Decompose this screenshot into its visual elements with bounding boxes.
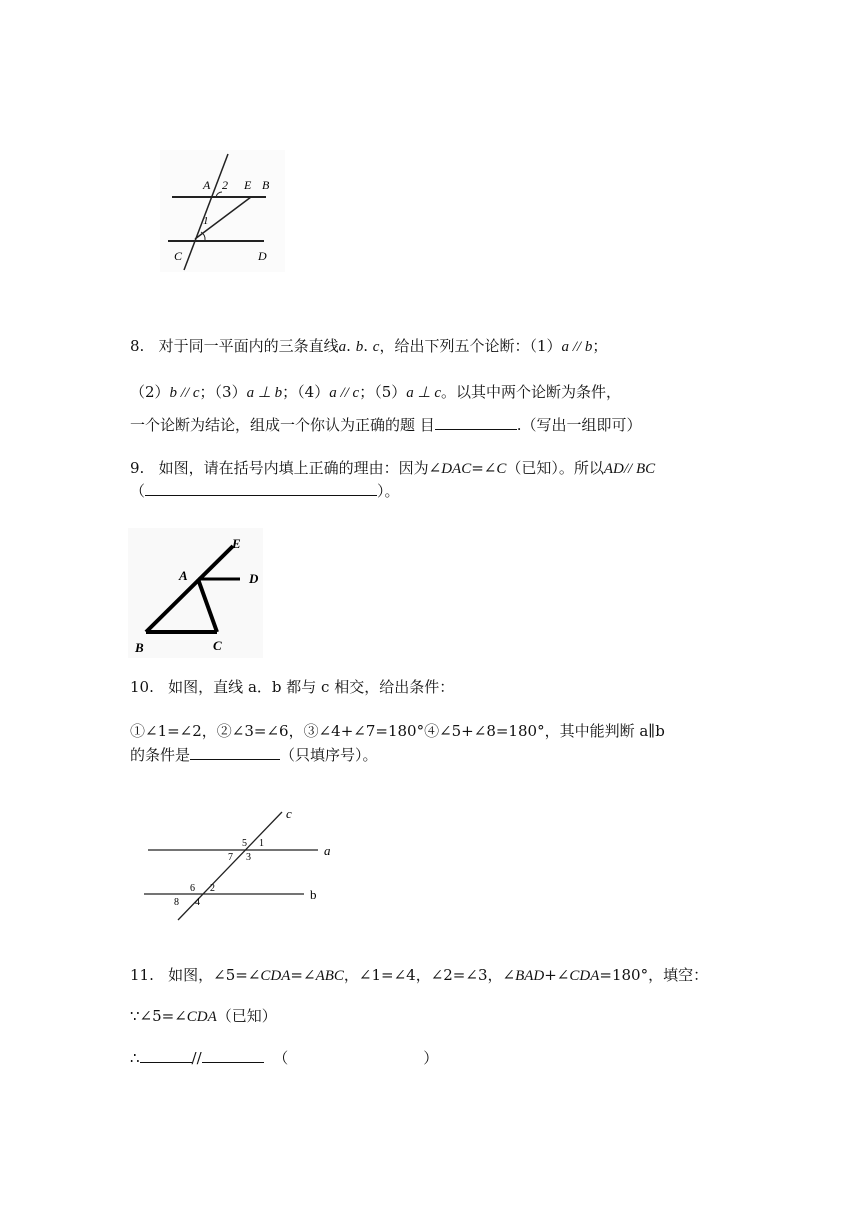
q11-line-2: [130, 1005, 277, 1028]
label-e: E: [232, 536, 241, 551]
figure-triangle-abc: [128, 528, 263, 658]
q8-text: ；（5）: [359, 383, 407, 401]
label-a: a: [324, 843, 331, 858]
label-angle-4: 4: [195, 897, 200, 908]
line-c: [178, 812, 282, 920]
q8-answer-blank[interactable]: [435, 415, 517, 430]
label-c: c: [286, 806, 292, 821]
label-angle-8: 8: [174, 897, 179, 908]
q10-answer-blank[interactable]: [190, 745, 280, 760]
angle-cda: CDA: [260, 968, 291, 984]
q11-line-3: [130, 1047, 438, 1069]
statement-1: a // b: [561, 339, 593, 355]
q8-text: ，给出下列五个论断：（1）: [379, 337, 562, 355]
angle-c: C: [496, 461, 507, 477]
q11-text: 如图，∠5=∠: [168, 966, 261, 984]
ad-parallel-bc: AD// BC: [603, 461, 656, 477]
paren-close: ）。: [377, 482, 400, 500]
q10-number: 10.: [130, 678, 154, 696]
label-angle-1: 1: [203, 215, 209, 227]
q10-text: ①∠1=∠2，②∠3=∠6，③∠4+∠7=180°④∠5+∠8=180°，其中能判断 a∥b: [130, 722, 665, 740]
q8-line-1: [130, 335, 607, 358]
q9-number: 9.: [130, 459, 145, 477]
label-angle-7: 7: [228, 852, 233, 863]
q11-text: +∠: [544, 966, 570, 984]
q10-text: （只填序号）。: [280, 746, 378, 764]
q8-line-3: [130, 414, 642, 436]
label-c: C: [213, 638, 222, 653]
q8-number: 8.: [130, 337, 145, 355]
q8-text: （2）: [130, 383, 170, 401]
q8-text: 。以其中两个论断为条件，: [441, 383, 622, 401]
q8-text: ；: [592, 337, 608, 355]
q9-text: 如图，请在括号内填上正确的理由：因为∠: [158, 459, 442, 477]
label-angle-2: 2: [222, 178, 228, 192]
q10-line-3: [130, 744, 378, 766]
q10-text: 如图，直线 a．b 都与 c 相交，给出条件：: [168, 678, 455, 696]
q8-line-2: [130, 381, 621, 404]
angle-bad: BAD: [515, 968, 545, 984]
q11-number: 11.: [130, 966, 154, 984]
label-angle-5: 5: [242, 838, 247, 849]
q11-text: =180°，填空：: [599, 966, 709, 984]
angle-abc: ABC: [315, 968, 344, 984]
q9-line-1: [130, 457, 655, 480]
var-a: a: [338, 339, 347, 355]
q8-text: 对于同一平面内的三条直线: [158, 337, 339, 355]
figure-background: [128, 528, 263, 658]
parallel-symbol: //: [191, 1049, 202, 1067]
q11-blank-1[interactable]: [140, 1048, 192, 1063]
statement-5: a ⊥ c: [406, 385, 441, 401]
statement-2: b // c: [169, 385, 200, 401]
q10-line-2: [130, 720, 665, 742]
label-b: B: [135, 640, 144, 655]
q10-text: 的条件是: [130, 746, 191, 764]
label-c: C: [174, 249, 183, 263]
angle-cda: CDA: [186, 1009, 217, 1025]
paren-open: （: [273, 1049, 289, 1067]
statement-4: a // c: [329, 385, 360, 401]
therefore-symbol: ∴: [130, 1049, 140, 1067]
q10-line-1: [130, 676, 454, 698]
q8-text: 一个论断为结论，组成一个你认为正确的题 目: [130, 416, 435, 434]
var-c: c: [372, 339, 380, 355]
label-b: B: [262, 178, 270, 192]
q11-text: ∵∠5=∠: [130, 1007, 187, 1025]
q11-line-1: [130, 964, 708, 987]
figure-lines-a-b-c: [138, 800, 348, 925]
label-d: D: [249, 571, 259, 586]
angle-dac: DAC: [441, 461, 472, 477]
label-angle-6: 6: [190, 883, 195, 894]
q8-text: .（写出一组即可）: [516, 416, 642, 434]
label-d: D: [258, 249, 267, 263]
separator: .: [363, 337, 368, 355]
q11-text: ，∠1=∠4，∠2=∠3，∠: [343, 966, 516, 984]
figure-parallel-lines-ab-cd: [160, 150, 285, 272]
label-a: A: [179, 568, 188, 583]
separator: .: [346, 337, 351, 355]
q11-text: （已知）: [216, 1007, 277, 1025]
statement-3: a ⊥ b: [246, 385, 283, 401]
paren-open: （: [130, 482, 146, 500]
q9-line-2: [130, 480, 400, 502]
label-a: A: [203, 178, 211, 192]
q9-text: =∠: [471, 459, 497, 477]
var-b: b: [355, 339, 364, 355]
paren-close: ）: [423, 1049, 439, 1067]
label-e: E: [244, 178, 252, 192]
q9-reason-blank[interactable]: [145, 481, 377, 496]
q9-text: （已知）。所以: [506, 459, 604, 477]
q8-text: ；（3）: [199, 383, 247, 401]
label-b: b: [310, 887, 317, 902]
label-angle-1: 1: [259, 838, 264, 849]
angle-cda: CDA: [569, 968, 600, 984]
q11-text: =∠: [290, 966, 316, 984]
q11-blank-2[interactable]: [202, 1048, 264, 1063]
label-angle-3: 3: [246, 852, 251, 863]
label-angle-2: 2: [210, 883, 215, 894]
q8-text: ；（4）: [282, 383, 330, 401]
